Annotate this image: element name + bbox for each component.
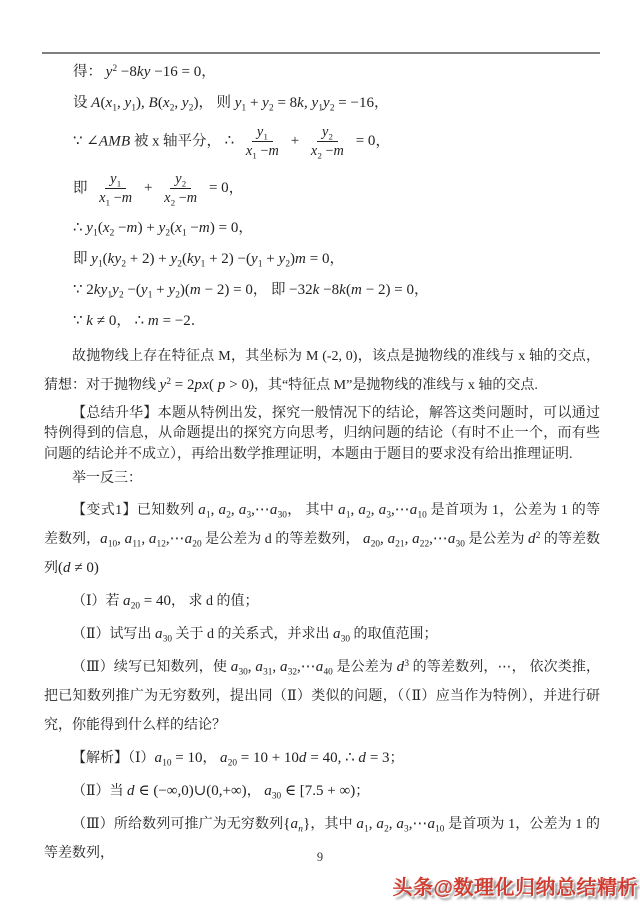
question-3 bbox=[44, 653, 600, 740]
text-run: 的取值范围； bbox=[350, 626, 438, 642]
solution-part-1 bbox=[44, 744, 600, 773]
text-run: ， bbox=[116, 312, 135, 329]
math-run: ∵ k ≠ 0 bbox=[73, 312, 117, 329]
text-run: 是公差为 bbox=[332, 659, 397, 675]
math-run: $a_1$, $a_2$, $a_3,\cdots a_{10}$ bbox=[338, 501, 427, 521]
text-run: 【解析】（Ⅰ） bbox=[72, 750, 155, 766]
eq-line-3 bbox=[73, 124, 600, 160]
question-2 bbox=[44, 620, 600, 649]
math-run: $a_1$, $a_2$, $a_3,\cdots a_{30}$ bbox=[198, 501, 287, 521]
text-run: ， 其中 bbox=[286, 502, 339, 518]
text-run: （Ⅰ）若 bbox=[72, 593, 124, 609]
text-run: ； bbox=[355, 783, 370, 799]
math-run: $y_1(ky_2 + 2) + y_2(ky_1 + 2) -(y_1 + y_2)m = 0$ bbox=[91, 250, 330, 270]
math-run: $a_1$, $a_2$, $a_3,\cdots a_{10}$ bbox=[356, 815, 445, 835]
text-run: （Ⅲ）续写已知数列，使 bbox=[72, 659, 231, 675]
text-run: 举一反三： bbox=[72, 471, 142, 486]
math-run: $a_{30}$, $a_{31}$, $a_{32},\cdots a_{40}$ bbox=[230, 658, 333, 678]
eq-line-1 bbox=[73, 62, 600, 82]
text-run: 被 x 轴平分， bbox=[130, 133, 225, 150]
text-run: ， bbox=[373, 95, 389, 111]
math-run: $a_{20}$, $a_{21}$, $a_{22},\cdots a_{30}$ bbox=[363, 530, 465, 550]
conclusion-paragraph bbox=[44, 342, 600, 400]
math-run: $\frac{y_1}{x_1 -m}$ + $\frac{y_2}{x_2 -m}$ = 0 bbox=[91, 180, 229, 196]
text-run: ， 则 bbox=[198, 95, 235, 111]
text-run: 即 bbox=[73, 180, 92, 197]
math-run: $y^2 = 2px$( p > 0) bbox=[159, 376, 254, 393]
text-run: 设 bbox=[73, 95, 92, 111]
math-run: $a_{20} = 10 + 10d = 40$, ∴ d = 3 bbox=[220, 749, 390, 769]
text-run: 是公差为 d 的等差数列， bbox=[201, 531, 364, 547]
math-run: ∴ $\frac{y_1}{x_1 -m}$ + $\frac{y_2}{x_2 -m}$ = 0 bbox=[224, 124, 376, 161]
page-number: 9 bbox=[316, 850, 324, 864]
solution-part-2 bbox=[44, 777, 600, 806]
text-run: ． bbox=[190, 312, 206, 329]
math-run: $a_{30}$ bbox=[333, 625, 351, 645]
text-run: 得： bbox=[73, 64, 106, 80]
fraction: $\frac{y_2}{x_2 -m}$ bbox=[164, 170, 198, 208]
text-run: ， bbox=[246, 783, 265, 799]
text-run: 关于 d 的关系式，并求出 bbox=[172, 626, 334, 642]
eq-line-5 bbox=[73, 218, 600, 238]
fraction: $\frac{y_1}{x_1 -m}$ bbox=[99, 170, 133, 208]
text-run: ， bbox=[228, 180, 244, 197]
math-run: $y_1 + y_2 = 8k$, $y_1y_2 = -16$ bbox=[234, 95, 374, 114]
text-run: 【总结升华】本题从特例出发，探究一般情况下的结论，解答这类问题时，可以通过特例得到的信息，从命题提出的探究方向思考，归纳问题的结论（有时不止一个，而有些问题的结论并不成立），再给出数学推理证明，本题由于题目的要求没有给出推理证明. bbox=[44, 405, 600, 462]
math-run: $y^2 -8ky -16 = 0$ bbox=[105, 63, 202, 80]
text-run: 是公差为 bbox=[464, 531, 529, 547]
math-run: $\{a_n\}$ bbox=[283, 815, 311, 835]
math-run: ∵ ∠AMB bbox=[73, 133, 131, 150]
question-1 bbox=[44, 587, 600, 616]
text-run: 即 bbox=[73, 250, 92, 267]
header-rule bbox=[42, 52, 600, 54]
text-run: ，其“特征点 M”是抛物线的准线与 x 轴的交点. bbox=[253, 377, 538, 393]
text-run: ， bbox=[238, 219, 253, 236]
fraction: $\frac{y_1}{x_1 -m}$ bbox=[245, 124, 279, 161]
math-run: $A(x_1$, $y_1$), $B(x_2$, $y_2$) bbox=[91, 95, 199, 114]
text-run: 故抛物线上存在特征点 M，其坐标为 M (-2, 0)，该点是抛物线的准线与 x 轴的交点，猜想：对于抛物线 bbox=[44, 348, 600, 393]
text-run: ， 即 bbox=[252, 281, 290, 298]
math-run: $a_{30}$ ∈ [7.5 + ∞) bbox=[264, 782, 356, 802]
watermark-toutiao: 头条@数理化归纳总结精析 bbox=[392, 877, 638, 899]
math-run: $a_{10} = 10$ bbox=[154, 749, 203, 769]
eq-line-6 bbox=[73, 249, 600, 269]
page-footer bbox=[0, 850, 640, 865]
variant-1-statement bbox=[44, 496, 600, 583]
text-run: ， bbox=[375, 133, 390, 150]
math-run: −32k −8k(m − 2) = 0 bbox=[289, 281, 414, 298]
text-run: （Ⅱ）当 bbox=[72, 783, 128, 799]
math-run: (d ≠ 0) bbox=[58, 559, 99, 576]
analogy-heading bbox=[44, 469, 600, 490]
text-run: 是首项为 1，公差为 1 的等差数列， bbox=[44, 502, 601, 547]
summary-paragraph bbox=[44, 404, 600, 466]
document-body bbox=[44, 62, 600, 872]
math-run: d ∈ (−∞,0)∪(0,+∞) bbox=[127, 782, 247, 799]
text-run: ，其中 bbox=[310, 816, 357, 832]
text-run: ， bbox=[329, 250, 345, 267]
math-run: ∴ $y_1(x_2 -m) + y_2(x_1 -m) = 0$ bbox=[73, 219, 239, 239]
text-run: ， bbox=[201, 64, 216, 80]
math-run: ∵ $2ky_1y_2 -(y_1 + y_2)(m - 2) = 0$ bbox=[73, 281, 253, 301]
text-run: ， bbox=[202, 750, 220, 766]
math-run: ∴ m = −2 bbox=[134, 312, 191, 329]
text-run: 是首项为 1，公差为 1 的等差数列， bbox=[44, 816, 601, 861]
text-run: （Ⅲ）所给数列可推广为无穷数列 bbox=[72, 816, 284, 832]
text-run: 【变式1】已知数列 bbox=[72, 502, 199, 518]
fraction: $\frac{y_2}{x_2 -m}$ bbox=[310, 124, 344, 161]
math-run: $a_{10}$, $a_{11}$, $a_{12},\cdots a_{20}$ bbox=[100, 530, 202, 550]
text-run: ， 求 d 的值； bbox=[171, 593, 259, 609]
text-run: （Ⅱ）试写出 bbox=[72, 626, 156, 642]
math-run: $a_{20} = 40$ bbox=[123, 592, 171, 612]
text-run: ； bbox=[389, 750, 404, 766]
math-run: $d^2$ bbox=[528, 530, 541, 547]
text-run: 的等差数列，⋯， 依次类推，把已知数列推广为无穷数列，提出同（Ⅱ）类似的问题，（（Ⅱ）应当作为特例），并进行研究，你能得到什么样的结论？ bbox=[44, 659, 601, 733]
eq-line-2 bbox=[73, 93, 600, 113]
eq-line-8 bbox=[73, 311, 600, 331]
math-run: $a_{30}$ bbox=[155, 625, 173, 645]
text-run: 的等差数列 bbox=[44, 531, 601, 576]
eq-line-4 bbox=[73, 171, 600, 207]
math-run: $d^3$ bbox=[396, 658, 410, 675]
eq-line-7 bbox=[73, 280, 600, 300]
text-run: ， bbox=[414, 281, 429, 298]
